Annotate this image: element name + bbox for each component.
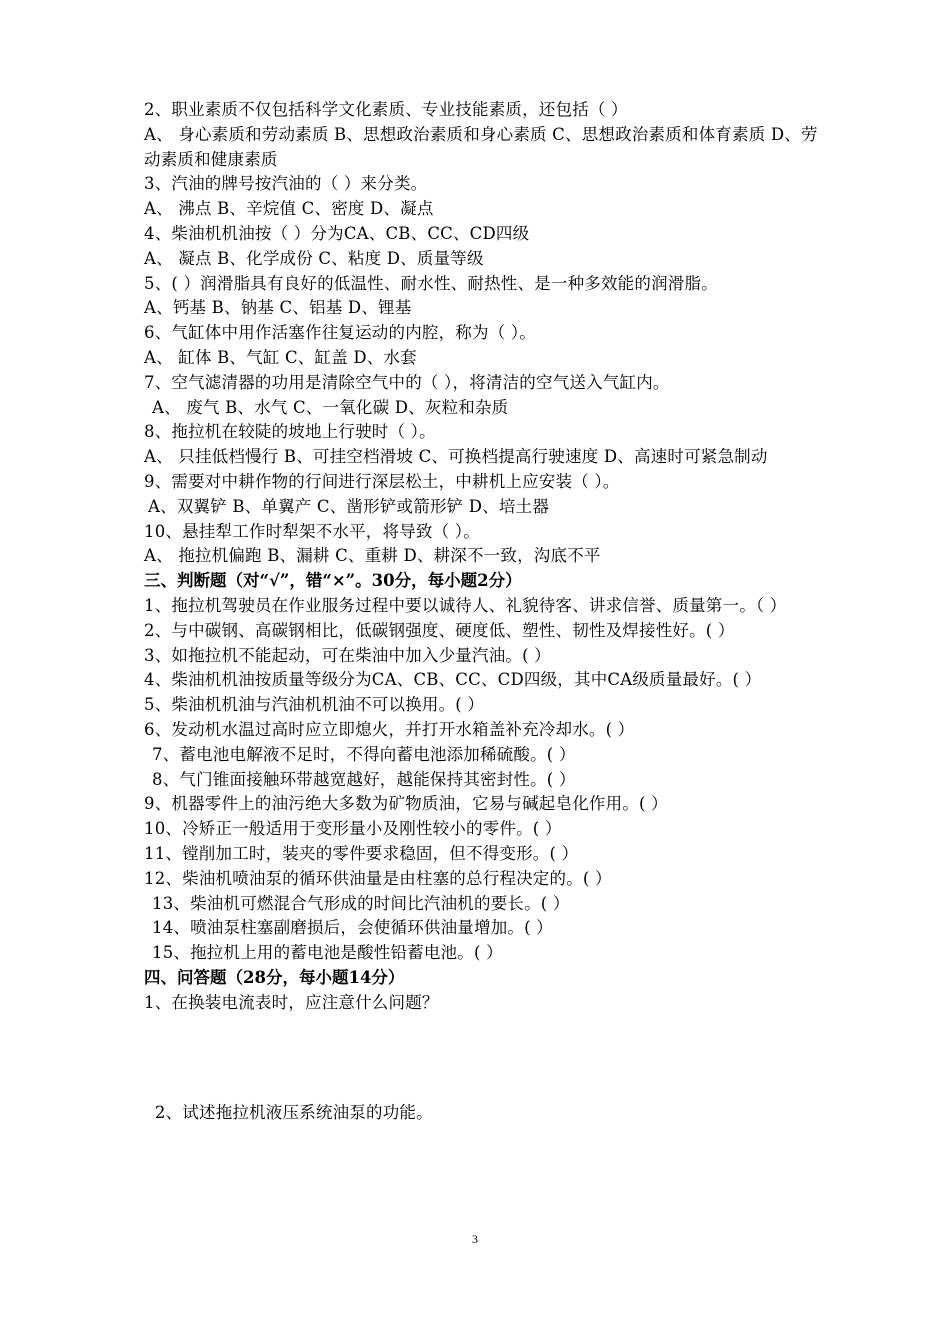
- tf-item: 10、冷矫正一般适用于变形量小及刚性较小的零件。( ）: [144, 819, 562, 839]
- question-text: 7、空气滤清器的功用是清除空气中的（ ），将清洁的空气送入气缸内。: [144, 372, 670, 392]
- mc-question: [144, 470, 824, 520]
- question-text: 6、气缸体中用作活塞作往复运动的内腔，称为（ ）。: [144, 323, 536, 343]
- tf-item: 6、发动机水温过高时应立即熄火，并打开水箱盖补充冷却水。( ）: [144, 719, 635, 739]
- question-text: 3、汽油的牌号按汽油的（ ）来分类。: [144, 174, 428, 194]
- tf-item: 4、柴油机机油按质量等级分为CA、CB、CC、CD四级，其中CA级质量最好。( ）: [144, 670, 762, 690]
- question-text: 10、悬挂犁工作时犁架不水平，将导致（ ）。: [144, 521, 480, 541]
- mc-question: [144, 520, 824, 570]
- tf-item: 1、拖拉机驾驶员在作业服务过程中要以诚待人、礼貌待客、讲求信誉、质量第一。（ ）: [144, 595, 787, 615]
- section-heading-true-false: 三、判断题（对“√”，错“×”。30分，每小题2分）: [144, 571, 522, 591]
- page-content: [144, 98, 824, 1126]
- tf-item: 15、拖拉机上用的蓄电池是酸性铅蓄电池。( ）: [152, 943, 503, 963]
- mc-question: [144, 222, 824, 272]
- tf-item: 13、柴油机可燃混合气形成的时间比汽油机的要长。( ）: [152, 893, 570, 913]
- question-options: A、 身心素质和劳动素质 B、思想政治素质和身心素质 C、思想政治素质和体育素质 D、劳动素质和健康素质: [144, 124, 818, 169]
- mc-question: [144, 321, 824, 371]
- tf-item: 2、与中碳钢、高碳钢相比，低碳钢强度、硬度低、塑性、韧性及焊接性好。( ）: [144, 620, 735, 640]
- question-options: A、 废气 B、水气 C、一氧化碳 D、灰粒和杂质: [152, 397, 509, 417]
- question-text: 8、拖拉机在较陡的坡地上行驶时（ ）。: [144, 422, 436, 442]
- mc-question: [144, 172, 824, 222]
- tf-item: 12、柴油机喷油泵的循环供油量是由柱塞的总行程决定的。( ）: [144, 868, 612, 888]
- mc-question: [144, 371, 824, 421]
- tf-item: 5、柴油机机油与汽油机机油不可以换用。( ）: [144, 695, 485, 715]
- tf-item: 14、喷油泵柱塞副磨损后，会使循环供油量增加。( ）: [152, 918, 553, 938]
- answer-space: [144, 1015, 824, 1077]
- tf-item: 3、如拖拉机不能起动，可在柴油中加入少量汽油。( ）: [144, 645, 551, 665]
- qa-question-1: 1、在换装电流表时，应注意什么问题？: [144, 992, 439, 1012]
- question-options: A、钙基 B、钠基 C、铝基 D、锂基: [144, 298, 412, 318]
- question-options: A、 拖拉机偏跑 B、漏耕 C、重耕 D、耕深不一致，沟底不平: [144, 546, 601, 566]
- question-text: 9、需要对中耕作物的行间进行深层松土，中耕机上应安装（ ）。: [144, 471, 620, 491]
- tf-item: 8、气门锥面接触环带越宽越好，越能保持其密封性。( ）: [152, 769, 576, 789]
- section-heading-qa: 四、问答题（28分，每小题14分）: [144, 967, 405, 987]
- tf-item: 11、镗削加工时，装夹的零件要求稳固，但不得变形。( ）: [144, 843, 579, 863]
- tf-item: 7、蓄电池电解液不足时，不得向蓄电池添加稀硫酸。( ）: [152, 744, 576, 764]
- question-text: 4、柴油机机油按（ ）分为CA、CB、CC、CD四级: [144, 223, 530, 243]
- page-number: 3: [472, 1232, 478, 1246]
- mc-question: [144, 420, 824, 470]
- question-options: A、 凝点 B、化学成份 C、粘度 D、质量等级: [144, 248, 484, 268]
- question-options: A、双翼铲 B、单翼产 C、凿形铲或箭形铲 D、培土器: [148, 496, 550, 516]
- qa-question-2: 2、试述拖拉机液压系统油泵的功能。: [144, 1103, 433, 1123]
- question-options: A、 沸点 B、辛烷值 C、密度 D、凝点: [144, 199, 434, 219]
- answer-space: [144, 1077, 824, 1101]
- question-text: 2、职业素质不仅包括科学文化素质、专业技能素质，还包括（ ）: [144, 100, 628, 119]
- question-options: A、 缸体 B、气缸 C、缸盖 D、水套: [144, 347, 417, 367]
- mc-question: [144, 272, 824, 322]
- mc-question: [144, 98, 824, 172]
- question-options: A、 只挂低档慢行 B、可挂空档滑坡 C、可换档提高行驶速度 D、高速时可紧急制动: [144, 447, 768, 467]
- question-text: 5、( ）润滑脂具有良好的低温性、耐水性、耐热性、是一种多效能的润滑脂。: [144, 273, 718, 293]
- tf-item: 9、机器零件上的油污绝大多数为矿物质油，它易与碱起皂化作用。( ）: [144, 794, 668, 814]
